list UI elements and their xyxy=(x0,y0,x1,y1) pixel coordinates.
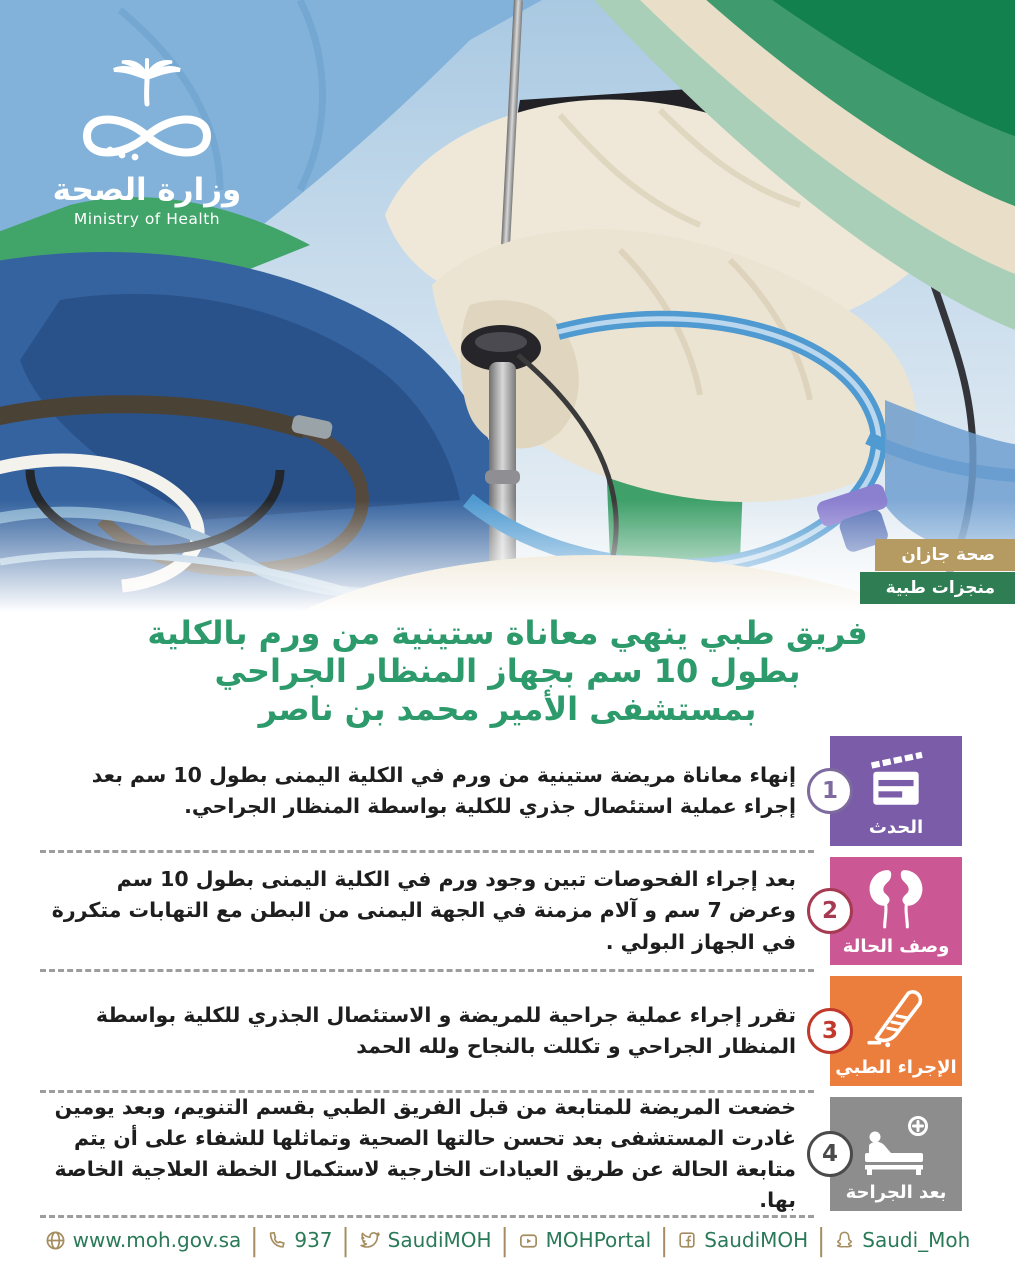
region-badge: صحة جازان xyxy=(875,539,1015,571)
section-event xyxy=(40,736,962,846)
title-line-3: بمستشفى الأمير محمد بن ناصر xyxy=(258,690,757,728)
after-surgery-label: بعد الجراحة xyxy=(845,1182,947,1203)
clapperboard-icon xyxy=(863,751,929,811)
step-number-3 xyxy=(807,1008,853,1054)
category-badge: منجزات طبية xyxy=(860,572,1015,604)
page-title xyxy=(0,614,1015,728)
kidneys-icon xyxy=(863,866,929,930)
moh-logo-mark xyxy=(62,58,232,170)
footer-snapchat-label: Saudi_Moh xyxy=(862,1228,971,1252)
bed-icon xyxy=(860,1114,932,1176)
procedure-label: الإجراء الطبي xyxy=(835,1057,957,1078)
footer-divider: | xyxy=(500,1222,509,1258)
step-number-1-value: 1 xyxy=(822,778,839,804)
scalpel-icon xyxy=(863,989,929,1051)
footer-youtube[interactable] xyxy=(518,1228,652,1252)
step-number-3-value: 3 xyxy=(822,1018,839,1044)
step-number-2 xyxy=(807,888,853,934)
facebook-icon xyxy=(677,1230,697,1250)
event-text: إنهاء معاناة مريضة ستينية من ورم في الكلية اليمنى بطول 10 سم بعد إجراء عملية استئصال جذري للكلية بواسطة المنظار الجراحي. xyxy=(91,762,796,818)
palm-icon xyxy=(114,60,180,104)
youtube-icon xyxy=(518,1230,539,1251)
dashed-divider xyxy=(40,969,814,972)
section-after-surgery xyxy=(40,1094,962,1213)
step-number-2-value: 2 xyxy=(822,898,839,924)
step-number-4 xyxy=(807,1131,853,1177)
footer-twitter[interactable] xyxy=(359,1228,492,1252)
footer-website-label: www.moh.gov.sa xyxy=(72,1228,242,1252)
footer-divider: | xyxy=(250,1222,259,1258)
after-surgery-text: خضعت المريضة للمتابعة من قبل الفريق الطبي بقسم التنويم، وبعد يومين غادرت المستشفى بعد تحسن حالتها الصحية وتماثلها للشفاء على أن يتم متابعة الحالة عن طريق العيادات الخارجية لاستكمال الخطة العلاجية الخاصة بها. xyxy=(54,1094,796,1213)
logo-arabic-name: وزارة الصحة xyxy=(52,172,242,208)
footer-phone[interactable] xyxy=(267,1228,332,1252)
step-number-4-value: 4 xyxy=(822,1141,839,1167)
dashed-divider xyxy=(40,850,814,853)
footer-twitter-label: SaudiMOH xyxy=(387,1228,492,1252)
footer-youtube-label: MOHPortal xyxy=(545,1228,652,1252)
footer xyxy=(0,1222,1015,1258)
procedure-text: تقرر إجراء عملية جراحية للمريضة و الاستئصال الجذري للكلية بواسطة المنظار الجراحي و تكللت بالنجاح ولله الحمد xyxy=(95,1002,796,1058)
phone-icon xyxy=(267,1230,287,1250)
infinity-icon xyxy=(87,120,207,153)
section-procedure xyxy=(40,976,962,1086)
footer-divider: | xyxy=(341,1222,350,1258)
footer-facebook[interactable] xyxy=(677,1228,808,1252)
footer-phone-label: 937 xyxy=(294,1228,333,1252)
footer-divider: | xyxy=(817,1222,826,1258)
twitter-icon xyxy=(359,1229,381,1251)
footer-facebook-label: SaudiMOH xyxy=(704,1228,809,1252)
case-text: بعد إجراء الفحوصات تبين وجود ورم في الكلية اليمنى بطول 10 سم وعرض 7 سم و آلام مزمنة في الجهة اليمنى من البطن مع التهابات متكررة في الجهاز البولي . xyxy=(51,867,796,954)
title-line-2: بطول 10 سم بجهاز المنظار الجراحي xyxy=(214,652,801,690)
footer-divider: | xyxy=(660,1222,669,1258)
event-label: الحدث xyxy=(868,817,924,838)
step-number-1 xyxy=(807,768,853,814)
case-label: وصف الحالة xyxy=(842,936,950,957)
logo-english-name: Ministry of Health xyxy=(73,210,221,228)
title-line-1: فريق طبي ينهي معاناة ستينية من ورم بالكلية xyxy=(147,614,868,652)
moh-logo xyxy=(42,58,252,228)
sections xyxy=(40,736,962,1222)
section-case-description xyxy=(40,857,962,965)
footer-snapchat[interactable] xyxy=(834,1228,970,1252)
snapchat-icon xyxy=(834,1230,855,1251)
globe-icon xyxy=(45,1230,66,1251)
footer-website[interactable] xyxy=(45,1228,242,1252)
